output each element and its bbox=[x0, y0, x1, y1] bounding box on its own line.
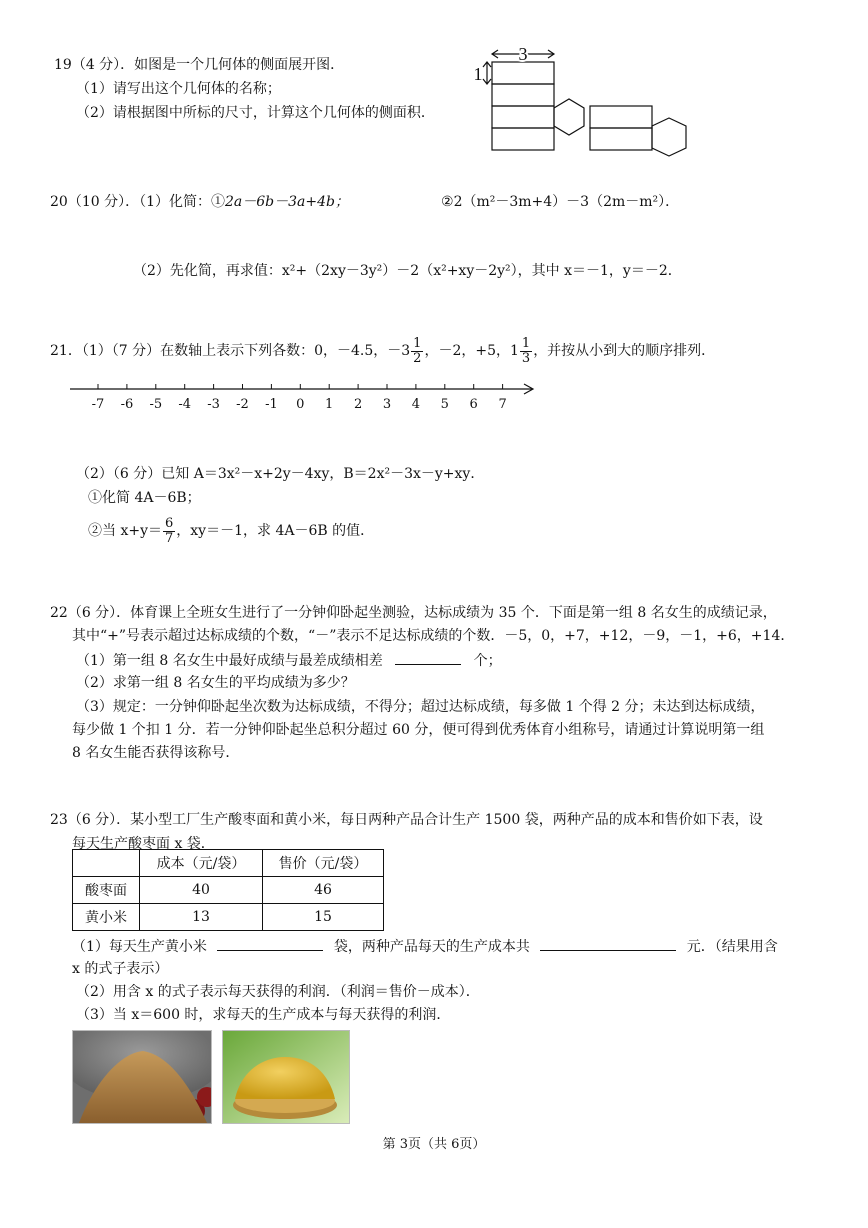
number-line-label: -1 bbox=[265, 397, 278, 412]
page-footer: 第 3页（共 6页） bbox=[382, 1137, 486, 1152]
q21-head-a: 21．（1）（7 分）在数轴上表示下列各数：0，－4.5，－3 bbox=[50, 343, 411, 359]
table-row bbox=[73, 877, 384, 904]
q21-frac1-den: 2 bbox=[413, 350, 422, 366]
q23-cost-table bbox=[72, 849, 384, 931]
q20-circled-1: ① bbox=[211, 194, 225, 210]
number-line-label: 2 bbox=[353, 397, 363, 412]
q19-dim-width: 3 bbox=[518, 44, 528, 64]
q20-circled-2: ② bbox=[441, 194, 454, 210]
table-cell: 46 bbox=[263, 877, 384, 904]
q21-item2-den: 7 bbox=[165, 530, 174, 546]
q21-item1-text: 化简 4A－6B； bbox=[102, 490, 201, 506]
table-cell: 13 bbox=[140, 904, 263, 931]
number-line-label: 6 bbox=[469, 397, 478, 412]
number-line-label: 0 bbox=[296, 397, 305, 412]
q23-part1-b: 袋，两种产品每天的生产成本共 bbox=[333, 939, 530, 955]
q22-part3-line2: 每少做 1 个扣 1 分．若一分钟仰卧起坐总积分超过 60 分，便可得到优秀体育小组称号，请通过计算说明第一组 bbox=[72, 722, 765, 738]
q20-heading bbox=[50, 192, 349, 212]
q21-frac1-num: 1 bbox=[413, 335, 422, 351]
q21-part2: （2）（6 分）已知 A＝3x²－x+2y－4xy，B＝2x²－3x－y+xy． bbox=[76, 466, 485, 482]
q21-heading bbox=[50, 332, 715, 370]
table-header-row bbox=[73, 850, 384, 877]
q20-expr1: 2a－6b－3a+4b； bbox=[225, 194, 349, 210]
q19-heading: 19（4 分）．如图是一个几何体的侧面展开图． bbox=[54, 57, 345, 73]
q21-frac2-den: 3 bbox=[521, 350, 531, 366]
q22-part1-b: 个； bbox=[473, 653, 502, 669]
q23-part3: （3）当 x＝600 时，求每天的生产成本与每天获得的利润． bbox=[76, 1007, 451, 1023]
millet-photo bbox=[222, 1030, 350, 1124]
table-row bbox=[73, 904, 384, 931]
q20-heading-text: 20（10 分）．（1）化简： bbox=[50, 194, 211, 210]
number-line-label: -3 bbox=[207, 397, 220, 412]
number-line-label: 1 bbox=[325, 397, 334, 412]
q22-part1-a: （1）第一组 8 名女生中最好成绩与最差成绩相差 bbox=[76, 653, 383, 669]
number-line-label: 4 bbox=[411, 397, 421, 412]
q19-net-diagram bbox=[466, 44, 696, 160]
q20-part2: （2）先化简，再求值：x²+（2xy－3y²）－2（x²+xy－2y²），其中 x＝－1，y＝－2． bbox=[133, 263, 682, 279]
number-line-label: -6 bbox=[120, 397, 134, 412]
table-cell: 黄小米 bbox=[73, 904, 140, 931]
q21-item2-num: 6 bbox=[165, 515, 174, 531]
q22-part2: （2）求第一组 8 名女生的平均成绩为多少？ bbox=[76, 675, 355, 691]
q19-part1: （1）请写出这个几何体的名称； bbox=[76, 81, 281, 97]
jujube-powder-photo bbox=[72, 1030, 212, 1124]
q21-item2-a: 当 x+y＝ bbox=[102, 523, 162, 539]
number-line-label: -4 bbox=[178, 397, 192, 412]
table-header-cell: 售价（元/袋） bbox=[263, 850, 384, 877]
table-header-cell: 成本（元/袋） bbox=[140, 850, 263, 877]
q23-part1 bbox=[72, 936, 778, 957]
number-line-label: 5 bbox=[440, 397, 449, 412]
number-line-label: 7 bbox=[498, 397, 507, 412]
q21-item2 bbox=[88, 512, 374, 550]
q22-part3-line1: （3）规定：一分钟仰卧起坐次数为达标成绩，不得分；超过达标成绩，每多做 1 个得 2 分；未达到达标成绩， bbox=[76, 699, 765, 715]
q20-expr2: 2（m²－3m+4）－3（2m－m²）． bbox=[453, 194, 680, 210]
table-cell: 15 bbox=[263, 904, 384, 931]
q21-head-c: ，并按从小到大的顺序排列． bbox=[533, 343, 716, 359]
q21-item2-fraction bbox=[163, 517, 175, 546]
q23-part1-d: x 的式子表示） bbox=[72, 961, 169, 977]
number-line-label: -7 bbox=[91, 397, 105, 412]
q22-line1: 22（6 分）．体育课上全班女生进行了一分钟仰卧起坐测验，达标成绩为 35 个．下面是第一组 8 名女生的成绩记录， bbox=[50, 605, 777, 621]
q22-answer-blank[interactable] bbox=[395, 650, 461, 665]
table-header-cell bbox=[73, 850, 140, 877]
q21-number-line bbox=[70, 380, 540, 414]
table-cell: 酸枣面 bbox=[73, 877, 140, 904]
q21-frac2-num: 1 bbox=[521, 335, 531, 351]
q23-answer-blank-2[interactable] bbox=[540, 936, 676, 951]
q22-part1 bbox=[76, 650, 502, 671]
number-line-label: 3 bbox=[382, 397, 392, 412]
q23-part2: （2）用含 x 的式子表示每天获得的利润．（利润＝售价－成本）． bbox=[76, 984, 480, 1000]
number-line-label: -2 bbox=[236, 397, 249, 412]
q21-circled-2: ② bbox=[88, 523, 102, 539]
q22-part3-line3: 8 名女生能否获得该称号． bbox=[72, 745, 240, 761]
q21-item2-b: ，xy＝－1，求 4A－6B 的值． bbox=[176, 523, 375, 539]
q19-part2: （2）请根据图中所标的尺寸，计算这个几何体的侧面积． bbox=[76, 105, 435, 121]
q22-line2: 其中“+”号表示超过达标成绩的个数，“－”表示不足达标成绩的个数．－5，0，+7，+12，－9，－1，+6，+14． bbox=[72, 628, 795, 644]
q21-fraction-1 bbox=[411, 337, 423, 366]
q19-dim-height: 1 bbox=[473, 64, 483, 84]
q23-line1: 23（6 分）．某小型工厂生产酸枣面和黄小米，每日两种产品合计生产 1500 袋，两种产品的成本和售价如下表，设 bbox=[50, 812, 763, 828]
number-line-label: -5 bbox=[149, 397, 163, 412]
table-cell: 40 bbox=[140, 877, 263, 904]
q23-part1-a: （1）每天生产黄小米 bbox=[72, 939, 207, 955]
q23-line2: 每天生产酸枣面 x 袋． bbox=[72, 836, 215, 852]
q21-item1 bbox=[88, 488, 201, 508]
q20-expr2-line bbox=[441, 192, 679, 212]
q21-fraction-2 bbox=[520, 337, 532, 366]
q21-circled-1: ① bbox=[88, 490, 102, 506]
q21-head-b: ，－2，+5，1 bbox=[424, 343, 519, 359]
q23-part1-c: 元．（结果用含 bbox=[686, 939, 778, 955]
q23-answer-blank-1[interactable] bbox=[217, 936, 323, 951]
